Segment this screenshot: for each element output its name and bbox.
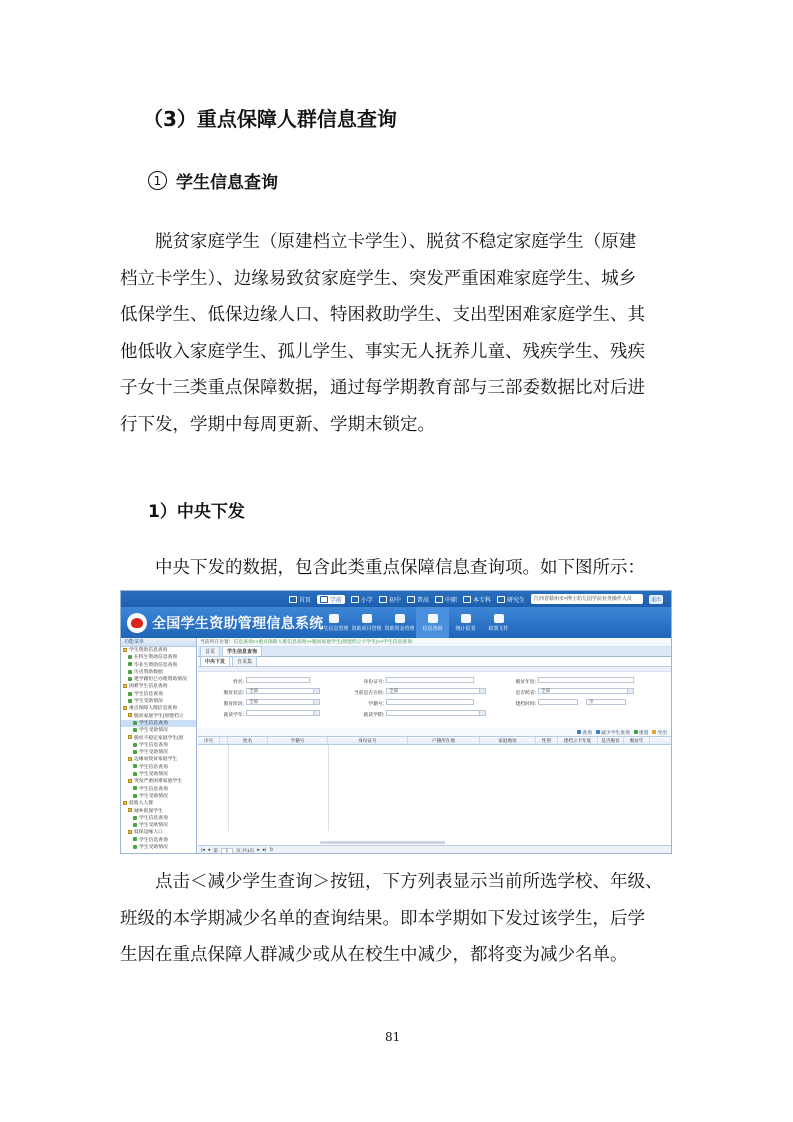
semester-select[interactable]	[386, 710, 486, 716]
menu-tree-item[interactable]	[121, 669, 196, 676]
label-stage: 教育阶段:	[223, 702, 244, 707]
top-link-junior[interactable]: 初中	[379, 595, 401, 604]
menu-tree-item[interactable]	[121, 764, 196, 771]
folder-icon	[123, 706, 127, 710]
last-page-icon[interactable]: ▸|	[262, 848, 267, 853]
menu-tree-item[interactable]	[121, 705, 196, 712]
menu-tree-label: 学生资助信息查询	[129, 648, 168, 653]
folder-icon	[123, 648, 127, 652]
name-input[interactable]	[246, 677, 310, 683]
nav-reports[interactable]: 统计报表	[449, 607, 482, 638]
nav-query[interactable]: 信息查询	[416, 607, 449, 638]
menu-tree-label: 学生受助情况	[139, 823, 168, 829]
money-icon	[395, 614, 405, 623]
main-nav	[317, 607, 515, 638]
label-student-no: 学籍号:	[368, 702, 384, 707]
page-number: 81	[385, 1030, 401, 1044]
reset-button[interactable]: 重置	[634, 729, 649, 736]
menu-tree-item[interactable]	[121, 654, 196, 661]
sub-heading	[148, 168, 278, 193]
col-file-year: 建档立卡年度	[558, 737, 598, 744]
table-header	[198, 737, 671, 745]
menu-tree-label: 脱贫家庭学生(原建档立	[134, 713, 184, 719]
sub-heading-central: 1）中央下发	[148, 502, 245, 522]
menu-tree-label: 学生信息查询	[139, 837, 168, 843]
tab-student-query[interactable]: 学生信息查询	[222, 646, 262, 656]
poverty-year-input[interactable]	[538, 677, 634, 683]
leaf-icon	[128, 662, 132, 666]
menu-tree-label: 学生受助情况	[139, 728, 168, 734]
tab-central[interactable]: 中央下发	[200, 656, 230, 666]
page-input[interactable]: 1	[221, 848, 233, 854]
pie-chart-icon	[461, 614, 471, 623]
circled-number: 1	[148, 171, 167, 190]
leaf-icon	[128, 670, 132, 674]
menu-tree-item[interactable]	[121, 691, 196, 698]
label-name: 姓名:	[233, 680, 244, 685]
menu-tree-item[interactable]	[121, 778, 196, 785]
paragraph-line: 他低收入家庭学生、孤儿学生、事实无人抚养儿童、残疾学生、残疾	[120, 341, 645, 362]
menu-tree-item[interactable]	[121, 800, 196, 807]
menu-tree-item[interactable]	[121, 676, 196, 683]
col-name: 姓名	[228, 737, 268, 744]
menu-tree-item[interactable]	[121, 808, 196, 815]
primary-icon	[351, 596, 359, 603]
export-button[interactable]: 导出	[652, 729, 667, 736]
menu-tree-label: 学生信息查询	[139, 786, 168, 792]
exit-button[interactable]: 退出	[650, 596, 661, 603]
leaf-icon	[128, 699, 132, 703]
folder-icon	[128, 779, 132, 783]
col-poverty-year: 脱贫年	[624, 737, 650, 744]
paragraph-line: 班级的本学期减少名单的查询结果。即本学期如下发过该学生，后学	[120, 908, 645, 929]
label-school-year: 就读学年:	[223, 713, 244, 718]
first-page-icon[interactable]: |◂	[201, 848, 205, 853]
search-icon	[577, 730, 581, 734]
top-link-undergrad[interactable]: 本专科	[463, 595, 491, 604]
menu-tree-item[interactable]	[121, 720, 196, 727]
menu-tree-item[interactable]	[121, 698, 196, 705]
search-button[interactable]: 查询	[577, 729, 592, 736]
leaf-icon	[128, 677, 132, 681]
leaf-icon	[128, 692, 132, 696]
menu-tree-label: 在校生资助信息查询	[134, 655, 178, 661]
folder-icon	[128, 808, 132, 812]
section-heading: （3）重点保障人群信息查询	[143, 107, 397, 131]
menu-tree-item[interactable]	[121, 815, 196, 822]
column-divider	[328, 745, 329, 831]
system-screenshot	[120, 590, 672, 854]
menu-tree-label: 重点保障人群信息查询	[129, 706, 177, 712]
search-icon	[596, 730, 600, 734]
menu-tree-item[interactable]	[121, 844, 196, 851]
top-link-preschool[interactable]: 学前	[317, 595, 345, 604]
folder-icon	[128, 830, 132, 834]
leaf-icon	[133, 837, 137, 841]
leaf-icon	[133, 728, 137, 732]
menu-tree-item[interactable]	[121, 786, 196, 793]
menu-tree-item[interactable]	[121, 647, 196, 654]
leaf-icon	[133, 721, 137, 725]
school-select[interactable]: 江西省赣州市×博士幼儿园学前业务操作人员	[531, 594, 643, 604]
top-link-graduate[interactable]: 研究生	[497, 595, 525, 604]
page-total: 页,共1页	[235, 849, 255, 854]
menu-tree-item[interactable]	[121, 683, 196, 690]
col-address: 家庭地址	[480, 737, 536, 744]
tab-self-collected[interactable]: 自采集	[232, 656, 257, 666]
menu-tree-item[interactable]	[121, 837, 196, 844]
menu-tree-label: 毕业生资助信息查询	[134, 662, 178, 668]
menu-tree-item[interactable]	[121, 713, 196, 720]
leaf-icon	[133, 772, 137, 776]
menu-tree-label: 学生信息查询	[134, 691, 163, 697]
menu-tree-label: 建学籍但已办理资助情况	[134, 677, 187, 683]
menu-tree-item[interactable]	[121, 735, 196, 742]
label-idcard: 身份证号:	[363, 680, 384, 685]
menu-tree-label: 边缘易致贫家庭学生	[134, 757, 178, 763]
school-year-select[interactable]	[246, 710, 320, 716]
breadcrumb: 当前所在位置：信息查询>>重点保障人群信息查询>>脱贫家庭学生(原建档立卡学生)>>学生信息查询	[198, 638, 671, 647]
top-link-primary[interactable]: 小学	[351, 595, 373, 604]
menu-tree-label: 学生信息查询	[139, 764, 168, 770]
menu-tree-item[interactable]	[121, 822, 196, 829]
paragraph-line: 生因在重点保障人群减少或从在校生中减少，都将变为减少名单。	[120, 945, 628, 965]
label-in-school: 当前是否在校:	[353, 691, 384, 696]
menu-title: 功能菜单	[121, 638, 196, 647]
function-menu	[121, 638, 197, 854]
folder-icon	[123, 801, 127, 805]
col-household: 户籍所在地	[408, 737, 480, 744]
poverty-status-select[interactable]: 全部	[246, 688, 320, 694]
menu-tree-label: 学生信息查询	[139, 815, 168, 821]
leaf-icon	[133, 750, 137, 754]
menu-tree-label: 困难学生信息查询	[129, 684, 168, 690]
leaf-icon	[128, 655, 132, 659]
folder-icon	[128, 757, 132, 761]
query-form	[198, 672, 671, 728]
source-tabs	[198, 657, 671, 667]
grid-icon	[362, 614, 372, 623]
menu-tree-item[interactable]	[121, 793, 196, 800]
system-title: 全国学生资助管理信息系统	[152, 614, 324, 631]
select-all-checkbox[interactable]	[220, 737, 228, 744]
menu-tree-label: 学生受助情况	[139, 772, 168, 778]
folder-icon	[128, 713, 132, 717]
sub-heading-text: 学生信息查询	[176, 173, 278, 193]
paragraph-line: 档立卡学生）、边缘易致贫家庭学生、突发严重困难家庭学生、城乡	[120, 268, 637, 289]
action-bar	[198, 728, 671, 737]
menu-tree-label: 学生受助情况	[139, 793, 168, 799]
nav-projects[interactable]: 资助项目管理	[350, 607, 383, 638]
nav-funds[interactable]: 资助资金管理	[383, 607, 416, 638]
label-semester: 就读学期:	[363, 713, 384, 718]
prev-page-icon[interactable]: ◂	[207, 848, 211, 853]
menu-tree-label: 低保边缘人口	[134, 830, 163, 836]
menu-tree-label: 城乡低保学生	[134, 808, 163, 814]
menu-tree-label: 突发严重困难家庭学生	[134, 779, 182, 785]
menu-tree-label: 学生信息查询	[139, 742, 168, 748]
menu-tree-item[interactable]	[121, 829, 196, 836]
folder-icon	[128, 735, 132, 739]
tab-home[interactable]: 首页	[200, 646, 220, 656]
top-toolbar	[121, 591, 671, 607]
document-icon	[494, 614, 504, 623]
main-panel	[198, 638, 671, 854]
reduced-students-query-button[interactable]: 减少学生查询	[596, 729, 630, 736]
export-icon	[652, 730, 656, 734]
breadcrumb-path: 信息查询>>重点保障人群信息查询>>脱贫家庭学生(原建档立卡学生)>>学生信息查询	[233, 640, 412, 645]
menu-tree-label: 学生信息查询	[139, 720, 168, 726]
page-tabs	[198, 647, 671, 657]
folder-icon	[123, 684, 127, 688]
menu-tree-label: 学生受助情况	[139, 845, 168, 851]
label-poverty-year: 脱贫年度:	[515, 680, 536, 685]
menu-tree-item[interactable]	[121, 756, 196, 763]
leaf-icon	[133, 786, 137, 790]
label-poverty-status: 脱贫状态:	[223, 691, 244, 696]
next-page-icon[interactable]: ▸	[257, 848, 260, 853]
menu-tree-label: 历史资助数据	[134, 669, 163, 675]
preschool-icon	[320, 596, 328, 603]
table-body	[198, 745, 671, 831]
menu-tree-label: 学生受助情况	[139, 750, 168, 756]
label-cross-province: 是否跨省:	[515, 691, 536, 696]
graduation-cap-icon	[463, 596, 471, 603]
app-header	[121, 607, 671, 638]
col-out-of-poverty: 是否脱贫	[598, 737, 624, 744]
top-link-home[interactable]: 首页	[289, 595, 311, 604]
column-divider	[228, 745, 229, 831]
nav-student-info[interactable]: 学生信息管理	[317, 607, 350, 638]
file-date-end[interactable]: 至	[586, 699, 626, 705]
menu-tree-item[interactable]	[121, 727, 196, 734]
leaf-icon	[133, 845, 137, 849]
users-icon	[329, 614, 339, 623]
paragraph-intro	[120, 224, 676, 443]
menu-tree-label: 低收入人群	[129, 801, 153, 807]
paragraph-reduced	[120, 864, 676, 974]
leaf-icon	[133, 823, 137, 827]
label-file-date: 建档时间:	[515, 702, 536, 707]
file-date-start[interactable]	[538, 699, 578, 705]
paragraph-line: 脱贫家庭学生（原建档立卡学生）、脱贫不稳定家庭学生（原建	[155, 232, 637, 252]
paragraph-line: 中央下发的数据，包含此类重点保障信息查询项。如下图所示：	[155, 558, 645, 578]
horizontal-scrollbar[interactable]	[320, 841, 445, 844]
senior-icon	[407, 596, 415, 603]
leaf-icon	[133, 816, 137, 820]
page-label: 第	[213, 849, 218, 854]
leaf-icon	[133, 764, 137, 768]
student-no-input[interactable]	[386, 699, 474, 705]
col-gender: 性别	[536, 737, 558, 744]
logo-icon	[127, 613, 147, 633]
pager	[198, 845, 671, 854]
graduate-icon	[497, 596, 505, 603]
menu-tree-item[interactable]	[121, 662, 196, 669]
paragraph-line: 低保学生、低保边缘人口、特困救助学生、支出型困难家庭学生、其	[120, 305, 645, 325]
col-student-no: 学籍号	[268, 737, 328, 744]
paragraph-line: 点击＜减少学生查询＞按钮，下方列表显示当前所选学校、年级、	[155, 872, 663, 892]
leaf-icon	[133, 743, 137, 747]
in-school-select[interactable]: 全部	[386, 688, 486, 694]
paragraph-line: 子女十三类重点保障数据，通过每学期教育部与三部委数据比对后进	[120, 378, 645, 398]
paragraph-central	[120, 550, 676, 587]
idcard-input[interactable]	[386, 677, 474, 683]
reset-icon	[634, 730, 638, 734]
col-idcard: 身份证号	[328, 737, 408, 744]
paragraph-line: 行下发，学期中每周更新、学期末锁定。	[120, 414, 435, 435]
cross-province-select[interactable]: 全部	[538, 688, 634, 694]
query-icon	[428, 614, 438, 623]
home-icon	[289, 596, 297, 603]
top-link-senior[interactable]: 普高	[407, 595, 429, 604]
nav-policy[interactable]: 政策文件	[482, 607, 515, 638]
vocational-icon	[435, 596, 443, 603]
menu-tree-label: 学生受助情况	[134, 699, 163, 705]
col-index: 序号	[198, 737, 220, 744]
menu-tree-item[interactable]	[121, 742, 196, 749]
refresh-icon[interactable]: ↻	[269, 848, 274, 853]
menu-tree-label: 脱贫不稳定家庭学生(原	[134, 735, 184, 741]
junior-icon	[379, 596, 387, 603]
leaf-icon	[133, 794, 137, 798]
menu-tree-item[interactable]	[121, 749, 196, 756]
menu-tree	[121, 647, 196, 851]
stage-select[interactable]: 全部	[246, 699, 320, 705]
menu-tree-item[interactable]	[121, 771, 196, 778]
top-link-vocational[interactable]: 中职	[435, 595, 457, 604]
